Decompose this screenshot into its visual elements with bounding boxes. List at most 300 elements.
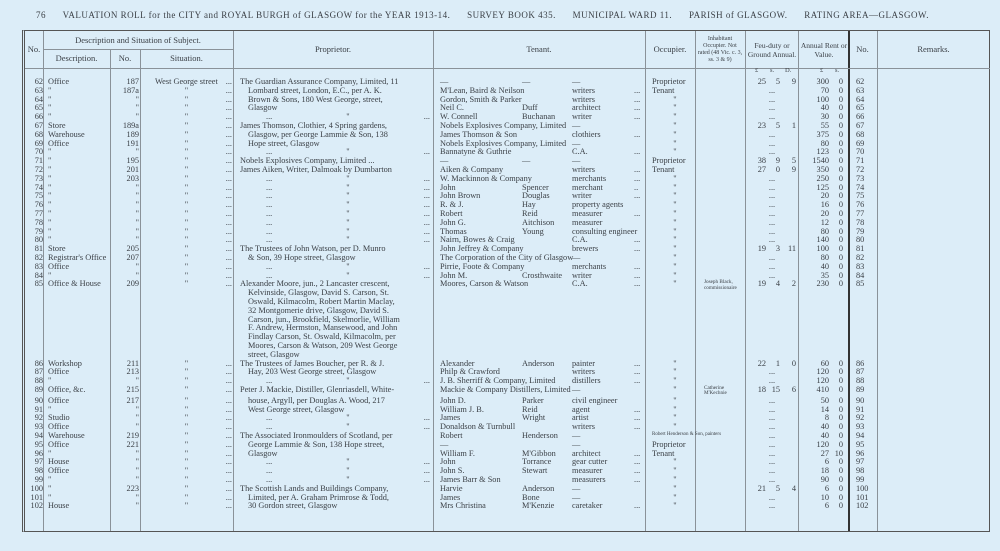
tenant-name: James Thomson & Son <box>440 129 518 139</box>
annual-shilling-unit: s. <box>835 67 840 74</box>
row-occupier: Robert Henderson & Son, painters <box>652 432 722 438</box>
situation-text: " <box>184 367 189 377</box>
row-description: Store <box>48 120 66 130</box>
annual-shillings: 0 <box>838 358 843 368</box>
leader-dots: ... <box>225 404 232 414</box>
leader-dots: ... <box>225 173 232 183</box>
row-proprietor: Glasgow <box>248 103 278 113</box>
ditto-mark: " <box>346 376 350 386</box>
row-occupier: " <box>673 358 677 368</box>
row-number: 92 <box>34 413 43 423</box>
row-number-repeat: 96 <box>856 448 865 458</box>
row-occupier: Proprietor <box>652 77 686 86</box>
row-inhabitant-occupier <box>698 414 748 423</box>
feu-duty-empty: ... <box>768 270 776 280</box>
row-number-repeat: 62 <box>856 77 865 86</box>
row-remarks <box>880 414 990 423</box>
row-situation <box>143 458 236 467</box>
row-proprietor: The Scottish Lands and Buildings Company, <box>240 483 389 493</box>
tenant-occupation: civil engineer <box>572 395 618 405</box>
row-occupier: " <box>673 376 677 386</box>
tenant-occupation: distillers <box>572 376 601 386</box>
leader-dots: ... <box>225 384 232 394</box>
tenant-occupation: writers <box>572 164 596 174</box>
tenant-occupation: — <box>572 483 581 493</box>
row-description: House <box>48 501 70 511</box>
row-situation <box>143 423 236 432</box>
parish: PARISH of GLASGOW. <box>688 10 788 20</box>
row-situation <box>143 485 236 494</box>
feu-duty-empty: ... <box>768 94 776 104</box>
situation-text: " <box>184 182 189 192</box>
leader-dots: ... <box>225 112 232 122</box>
row-street-number: " <box>135 182 139 192</box>
row-situation <box>143 254 236 263</box>
annual-shillings: 0 <box>838 173 843 183</box>
row-inhabitant-occupier <box>698 263 748 272</box>
annual-shillings: 0 <box>838 235 843 245</box>
row-occupier: " <box>673 501 677 511</box>
row-street-number: " <box>135 448 139 458</box>
row-number: 89 <box>34 384 43 394</box>
leader-dots: ... <box>634 164 641 174</box>
row-annual-value <box>801 280 851 359</box>
situation-text: " <box>184 138 189 148</box>
annual-pounds: 20 <box>820 191 829 201</box>
row-remarks <box>880 131 990 140</box>
feu-duty-empty: ... <box>768 138 776 148</box>
row-number: 77 <box>34 208 43 218</box>
tenant-occupation: — <box>572 439 581 449</box>
tenant-occupation: writers <box>572 422 596 432</box>
row-inhabitant-occupier <box>698 368 748 377</box>
row-number: 97 <box>34 457 43 467</box>
row-number: 91 <box>34 404 43 414</box>
row-remarks <box>880 423 990 432</box>
row-inhabitant-occupier <box>698 494 748 503</box>
annual-pounds: 6 <box>824 501 829 511</box>
feu-pence: 11 <box>788 244 796 254</box>
row-situation <box>143 494 236 503</box>
leader-dots: ... <box>266 413 273 423</box>
tenant-occupation: writer <box>572 191 592 201</box>
tenant-surname: Henderson <box>522 431 558 441</box>
row-description: House <box>48 457 70 467</box>
table-body <box>25 78 990 511</box>
leader-dots: ... <box>634 85 641 95</box>
tenant-name: Harvie <box>440 483 463 493</box>
row-street-number: 223 <box>126 483 139 493</box>
row-occupier: " <box>673 475 677 485</box>
situation-text: " <box>184 384 189 394</box>
annual-pounds: 410 <box>816 384 829 394</box>
feu-duty-empty: ... <box>768 208 776 218</box>
table-row <box>25 450 990 459</box>
row-number-repeat: 101 <box>856 492 869 502</box>
table-row <box>25 219 990 228</box>
ditto-mark: " <box>346 457 350 467</box>
leader-dots: ... <box>634 235 641 245</box>
feu-pounds: 27 <box>757 164 766 174</box>
situation-text: " <box>184 376 189 386</box>
tenant-surname: Bone <box>522 492 540 502</box>
leader-dots: ... <box>634 404 641 414</box>
row-description: " <box>48 235 52 245</box>
annual-shillings: 0 <box>838 466 843 476</box>
row-proprietor: The Trustees of John Watson, per D. Munro <box>240 244 386 254</box>
row-number: 72 <box>34 164 43 174</box>
row-tenant <box>436 96 648 105</box>
row-number-repeat: 99 <box>856 475 865 485</box>
tenant-occupation: writer <box>572 270 592 280</box>
annual-shillings: 0 <box>838 200 843 210</box>
situation-text: " <box>184 252 189 262</box>
leader-dots: ... <box>634 466 641 476</box>
row-remarks <box>880 502 990 511</box>
row-remarks <box>880 236 990 245</box>
leader-dots: ... <box>225 413 232 423</box>
row-remarks <box>880 280 990 359</box>
row-inhabitant-occupier <box>698 219 748 228</box>
row-situation <box>143 441 236 450</box>
leader-dots: ... <box>266 208 273 218</box>
row-situation <box>143 450 236 459</box>
row-street-number: " <box>135 466 139 476</box>
leader-dots: ... <box>266 270 273 280</box>
row-remarks <box>880 368 990 377</box>
leader-dots: ... <box>634 173 641 183</box>
valuation-table <box>22 30 990 532</box>
row-proprietor: Limited, per A. Graham Primrose & Todd, <box>248 492 389 502</box>
annual-pounds: 40 <box>820 261 829 271</box>
tenant-occupation: writers <box>572 94 596 104</box>
tenant-occupation: — <box>572 77 581 86</box>
row-number: 100 <box>30 483 43 493</box>
leader-dots: ... <box>634 367 641 377</box>
tenant-name: J. B. Sherriff & Company, Limited <box>440 376 556 386</box>
row-situation <box>143 219 236 228</box>
leader-dots: ... <box>225 208 232 218</box>
row-situation <box>143 175 236 184</box>
leader-dots: ... <box>225 156 232 166</box>
row-remarks <box>880 184 990 193</box>
row-street-number: 209 <box>126 279 139 289</box>
row-proprietor: The Trustees of James Boucher, per R. & J. <box>240 358 385 368</box>
row-description: Office <box>48 395 70 405</box>
row-remarks <box>880 254 990 263</box>
row-occupier: " <box>673 112 677 122</box>
situation-text: " <box>184 483 189 493</box>
row-street-number: 189a <box>122 120 139 130</box>
ditto-mark: " <box>346 182 350 192</box>
situation-text: " <box>184 448 189 458</box>
situation-text: " <box>184 129 189 139</box>
row-remarks <box>880 272 990 281</box>
annual-pounds: 375 <box>816 129 829 139</box>
row-occupier: " <box>673 120 677 130</box>
row-street-number: 205 <box>126 244 139 254</box>
row-description: Office <box>48 138 70 148</box>
feu-pence: 6 <box>791 384 796 394</box>
row-remarks <box>880 113 990 122</box>
tenant-occupation: C.A. <box>572 279 588 289</box>
row-occupier: " <box>673 404 677 414</box>
row-occupier: " <box>673 384 677 394</box>
leader-dots: ... <box>423 191 430 201</box>
row-situation <box>143 397 236 406</box>
row-street-number: 213 <box>126 367 139 377</box>
row-occupier: Tenant <box>652 85 675 95</box>
row-street-number: " <box>135 376 139 386</box>
leader-dots: ... <box>266 457 273 467</box>
leader-dots: ... <box>225 475 232 485</box>
leader-dots: ... <box>225 182 232 192</box>
tenant-surname: Young <box>522 226 544 236</box>
annual-pounds: 20 <box>820 208 829 218</box>
situation-text: " <box>184 94 189 104</box>
row-inhabitant-occupier <box>698 245 748 254</box>
row-remarks <box>880 467 990 476</box>
annual-pounds: 250 <box>816 173 829 183</box>
leader-dots: ... <box>634 376 641 386</box>
row-proprietor: Alexander Moore, jun., 2 Lancaster crescent, Kelvinside, Glasgow, David S. Carson, St. Oswald, Kilmacolm, Robert Martin Maclay, 32 Montgomerie drive, Glasgow, David S. Carson, jun., Brookfield, Skelmorlie, William F. Andrew, Hermston, Mansewood, and John Findlay Carson, St. Oswald, Kilmacolm, per Moores, Carson & Watson, 209 West George street, Glasgow <box>240 279 400 359</box>
row-situation <box>143 113 236 122</box>
row-remarks <box>880 386 990 397</box>
table-row <box>25 201 990 210</box>
row-inhabitant-occupier <box>698 228 748 237</box>
row-situation <box>143 201 236 210</box>
table-row <box>25 104 990 113</box>
row-situation <box>143 140 236 149</box>
row-number-repeat: 92 <box>856 413 865 423</box>
annual-pounds: 30 <box>820 112 829 122</box>
tenant-name: James <box>440 492 461 502</box>
feu-duty-empty: ... <box>768 439 776 449</box>
table-row <box>25 406 990 415</box>
tenant-name: Nobels Explosives Company, Limited <box>440 138 567 148</box>
leader-dots: ... <box>225 235 232 245</box>
row-street-number: 187 <box>126 77 139 86</box>
row-inhabitant-occupier <box>698 104 748 113</box>
row-number-repeat: 88 <box>856 376 865 386</box>
feu-shilling-unit: s. <box>770 67 775 74</box>
row-inhabitant-occupier <box>698 192 748 201</box>
row-number-repeat: 70 <box>856 147 865 157</box>
situation-text: " <box>184 501 189 511</box>
row-description: Warehouse <box>48 129 85 139</box>
ditto-mark: " <box>346 235 350 245</box>
row-number: 90 <box>34 395 43 405</box>
row-description: Office <box>48 439 70 449</box>
tenant-occupation: measurer <box>572 466 603 476</box>
feu-duty-empty: ... <box>768 492 776 502</box>
row-remarks <box>880 104 990 113</box>
tenant-name: Philp & Crawford <box>440 367 500 377</box>
row-street-number: 215 <box>126 384 139 394</box>
row-tenant <box>436 148 648 157</box>
feu-duty-empty: ... <box>768 226 776 236</box>
row-street-number: " <box>135 422 139 432</box>
row-situation <box>143 131 236 140</box>
leader-dots: ... <box>225 129 232 139</box>
annual-pounds: 60 <box>820 358 829 368</box>
row-occupier: " <box>673 182 677 192</box>
annual-pounds: 100 <box>816 244 829 254</box>
tenant-surname: Reid <box>522 208 538 218</box>
leader-dots: ... <box>266 261 273 271</box>
leader-dots: ... <box>423 422 430 432</box>
leader-dots: ... <box>225 395 232 405</box>
row-number: 101 <box>30 492 43 502</box>
row-description: " <box>48 173 52 183</box>
row-situation <box>143 368 236 377</box>
tenant-name: The Corporation of the City of Glasgow <box>440 252 574 262</box>
page-number: 76 <box>36 10 46 20</box>
annual-pounds: 90 <box>820 475 829 485</box>
row-remarks <box>880 441 990 450</box>
row-number-repeat: 93 <box>856 422 865 432</box>
feu-duty-empty: ... <box>768 448 776 458</box>
row-inhabitant-occupier <box>698 87 748 96</box>
row-description: Studio <box>48 413 70 423</box>
annual-pounds: 1540 <box>812 156 829 166</box>
leader-dots: ... <box>225 200 232 210</box>
leader-dots: ... <box>423 226 430 236</box>
row-street-number: 187a <box>122 85 139 95</box>
tenant-name: John M. <box>440 270 468 280</box>
row-remarks <box>880 406 990 415</box>
row-number: 98 <box>34 466 43 476</box>
row-proprietor: Hope street, Glasgow <box>248 138 320 148</box>
row-tenant <box>436 201 648 210</box>
row-street-number: 201 <box>126 164 139 174</box>
row-number: 67 <box>34 120 43 130</box>
row-number-repeat: 89 <box>856 384 865 394</box>
row-inhabitant-occupier <box>698 485 748 494</box>
annual-shillings: 0 <box>838 94 843 104</box>
row-occupier: Proprietor <box>652 156 686 166</box>
leader-dots: ... <box>634 261 641 271</box>
annual-shillings: 0 <box>838 147 843 157</box>
tenant-occupation: measurer <box>572 217 603 227</box>
ditto-mark: " <box>346 173 350 183</box>
row-occupier: " <box>673 235 677 245</box>
leader-dots: ... <box>225 244 232 254</box>
feu-duty-empty: ... <box>768 261 776 271</box>
leader-dots: ... <box>266 376 273 386</box>
situation-text: " <box>184 191 189 201</box>
row-occupier: " <box>673 457 677 467</box>
tenant-name: John Jeffrey & Company <box>440 244 524 254</box>
feu-pounds: 22 <box>757 358 766 368</box>
leader-dots: ... <box>423 208 430 218</box>
row-street-number: " <box>135 217 139 227</box>
leader-dots: ... <box>634 191 641 201</box>
row-situation <box>143 236 236 245</box>
annual-shillings: 0 <box>838 431 843 441</box>
row-remarks <box>880 175 990 184</box>
annual-shillings: 0 <box>838 85 843 95</box>
row-number-repeat: 83 <box>856 261 865 271</box>
leader-dots: ... <box>423 457 430 467</box>
row-remarks <box>880 148 990 157</box>
row-number: 87 <box>34 367 43 377</box>
row-street-number: " <box>135 475 139 485</box>
row-description: Office <box>48 466 70 476</box>
row-number-repeat: 95 <box>856 439 865 449</box>
tenant-name: Thomas <box>440 226 467 236</box>
row-number: 75 <box>34 191 43 201</box>
row-inhabitant-occupier <box>698 113 748 122</box>
annual-pounds: 55 <box>820 120 829 130</box>
row-occupier: " <box>673 270 677 280</box>
tenant-occupation: measurer <box>572 208 603 218</box>
tenant-name: Alexander <box>440 358 475 368</box>
feu-pounds: 18 <box>757 384 766 394</box>
leader-dots: ... <box>423 147 430 157</box>
row-number-repeat: 69 <box>856 138 865 148</box>
table-row <box>25 423 990 432</box>
row-inhabitant-occupier <box>698 397 748 406</box>
row-situation <box>143 78 236 87</box>
tenant-name: W. Mackinnon & Company <box>440 173 532 183</box>
row-street-number: 219 <box>126 431 139 441</box>
leader-dots: ... <box>266 200 273 210</box>
tenant-occupation: — <box>572 138 581 148</box>
situation-text: " <box>184 404 189 414</box>
tenant-surname <box>522 280 572 359</box>
row-number: 84 <box>34 270 43 280</box>
row-number: 95 <box>34 439 43 449</box>
row-number-repeat: 79 <box>856 226 865 236</box>
row-remarks <box>880 476 990 485</box>
row-remarks <box>880 219 990 228</box>
row-situation <box>143 414 236 423</box>
row-remarks <box>880 96 990 105</box>
tenant-name: Robert <box>440 208 463 218</box>
table-row <box>25 263 990 272</box>
col-situation: Situation. <box>170 53 203 63</box>
leader-dots: ... <box>225 422 232 432</box>
tenant-name: John S. <box>440 466 465 476</box>
annual-shillings: 0 <box>838 376 843 386</box>
row-situation <box>143 104 236 113</box>
row-street-number: " <box>135 112 139 122</box>
tenant-surname: Duff <box>522 103 538 113</box>
situation-text: " <box>184 422 189 432</box>
annual-pounds: 120 <box>816 367 829 377</box>
row-inhabitant-occupier <box>698 148 748 157</box>
situation-text: " <box>184 208 189 218</box>
row-inhabitant-occupier: Catherine M'Kechnie <box>704 384 727 397</box>
leader-dots: ... <box>266 422 273 432</box>
tenant-surname: Anderson <box>522 358 555 368</box>
leader-dots: ... <box>266 235 273 245</box>
row-number-repeat: 78 <box>856 217 865 227</box>
tenant-name: Robert <box>440 431 463 441</box>
leader-dots: ... <box>225 439 232 449</box>
tenant-occupation: — <box>572 252 581 262</box>
row-occupier: " <box>673 466 677 476</box>
annual-shillings: 0 <box>838 483 843 493</box>
situation-text: " <box>184 147 189 157</box>
row-remarks <box>880 157 990 166</box>
feu-shillings: 4 <box>775 279 780 289</box>
row-street-number: 189 <box>126 129 139 139</box>
ditto-mark: " <box>346 191 350 201</box>
row-inhabitant-occupier <box>698 450 748 459</box>
leader-dots: ... <box>225 358 232 368</box>
